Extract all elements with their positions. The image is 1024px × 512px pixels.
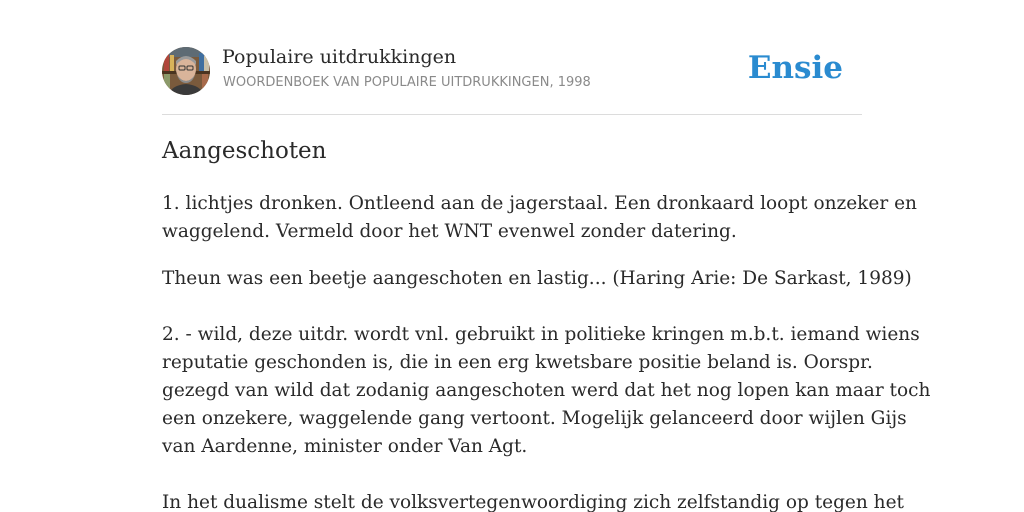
- definition-line: reputatie geschonden is, die in een erg kwetsbare positie beland is. Oorspr.: [162, 352, 873, 373]
- definition-line: In het dualisme stelt de volksvertegenwoordiging zich zelfstandig op tegen het: [162, 492, 904, 512]
- source-title[interactable]: Populaire uitdrukkingen: [222, 46, 457, 68]
- example-quote: Theun was een beetje aangeschoten en lastig... (Haring Arie: De Sarkast, 1989): [162, 268, 912, 289]
- author-portrait-icon[interactable]: [162, 47, 210, 95]
- definition-line: van Aardenne, minister onder Van Agt.: [162, 436, 528, 457]
- source-header-container: [162, 0, 862, 115]
- definition-line: waggelend. Vermeld door het WNT evenwel zonder datering.: [162, 221, 737, 242]
- entry-title: Aangeschoten: [162, 138, 327, 164]
- source-header: [162, 0, 862, 115]
- definition-line: gezegd van wild dat zodanig aangeschoten werd dat het nog lopen kan maar toch: [162, 380, 931, 401]
- definition-line: een onzekere, waggelende gang vertoont. Mogelijk gelanceerd door wijlen Gijs: [162, 408, 907, 429]
- definition-line: 2. - wild, deze uitdr. wordt vnl. gebruikt in politieke kringen m.b.t. iemand wiens: [162, 324, 920, 345]
- definition-line: 1. lichtjes dronken. Ontleend aan de jagerstaal. Een dronkaard loopt onzeker en: [162, 193, 917, 214]
- source-subtitle: WOORDENBOEK VAN POPULAIRE UITDRUKKINGEN, 1998: [223, 75, 591, 90]
- brand-logo[interactable]: Ensie: [747, 50, 843, 86]
